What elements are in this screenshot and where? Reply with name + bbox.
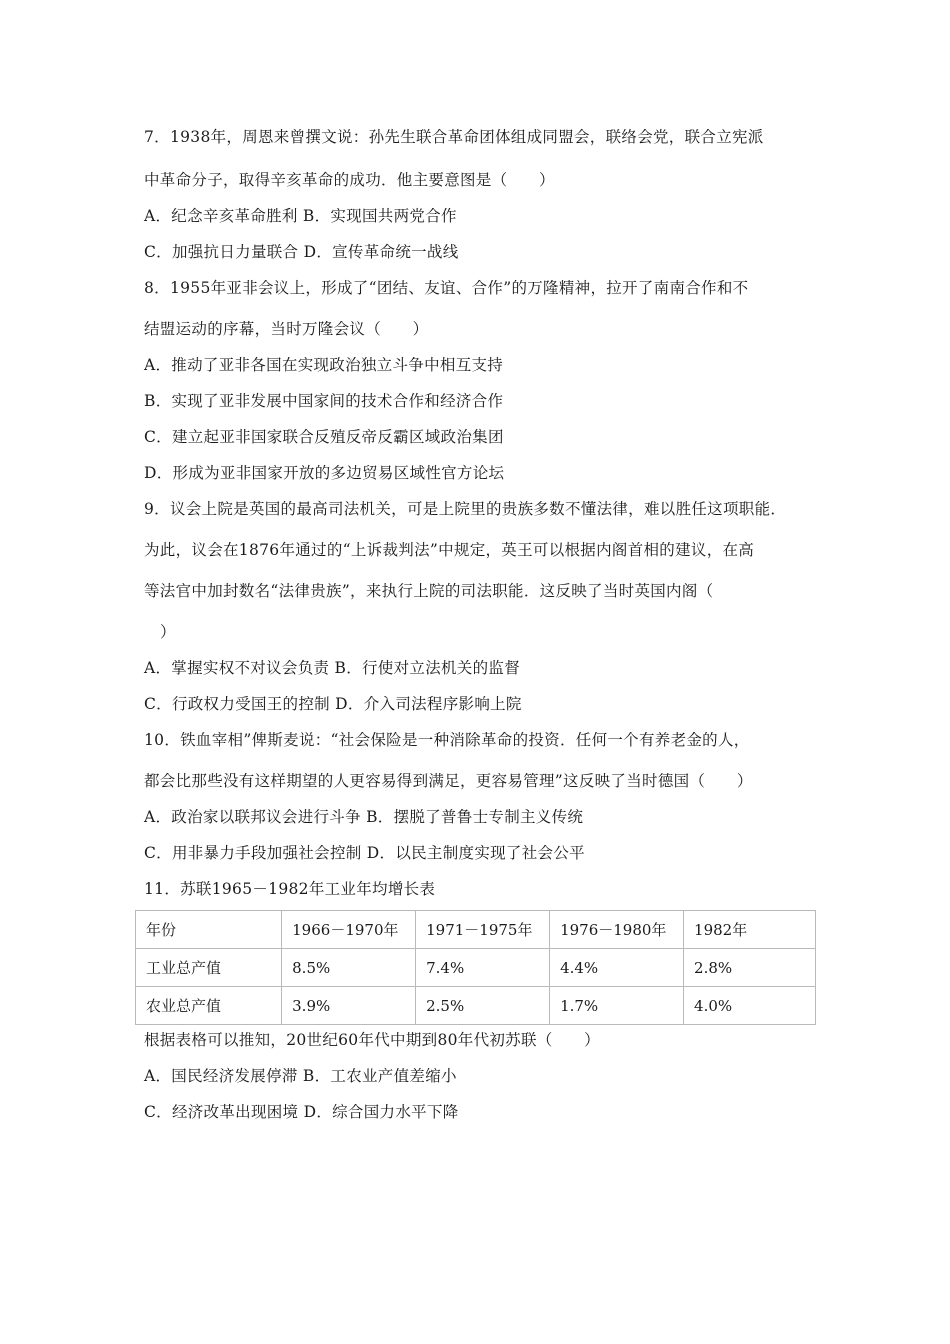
q8-option-d: D．形成为亚非国家开放的多边贸易区域性官方论坛 (144, 464, 505, 482)
q7-stem-line-2: 中革命分子，取得辛亥革命的成功．他主要意图是（ ） (144, 171, 555, 189)
q9-options-line-2: C．行政权力受国王的控制 D．介入司法程序影响上院 (144, 695, 522, 713)
q10-stem-line-2: 都会比那些没有这样期望的人更容易得到满足，更容易管理”这反映了当时德国（ ） (144, 772, 753, 790)
q8-option-a: A．推动了亚非各国在实现政治独立斗争中相互支持 (144, 356, 504, 374)
q11-title: 11．苏联1965－1982年工业年均增长表 (144, 880, 436, 898)
q7-options-line-1: A．纪念辛亥革命胜利 B．实现国共两党合作 (144, 207, 457, 225)
table-row (136, 949, 816, 987)
q9-stem-line-2: 为此，议会在1876年通过的“上诉裁判法”中规定，英王可以根据内阁首相的建议，在高 (144, 541, 755, 559)
table-cell: 农业总产值 (136, 987, 282, 1025)
table-header-cell: 1976－1980年 (550, 911, 684, 949)
q8-option-b: B．实现了亚非发展中国家间的技术合作和经济合作 (144, 392, 504, 410)
q8-stem-line-1: 8．1955年亚非会议上，形成了“团结、友谊、合作”的万隆精神，拉开了南南合作和不 (144, 279, 749, 297)
q9-stem-line-4: ） (160, 623, 176, 641)
q8-stem-line-2: 结盟运动的序幕，当时万隆会议（ ） (144, 320, 429, 338)
table-header-cell: 1971－1975年 (416, 911, 550, 949)
q7-stem-line-1: 7．1938年，周恩来曾撰文说：孙先生联合革命团体组成同盟会，联络会党，联合立宪派 (144, 128, 764, 146)
table-cell: 2.5% (416, 987, 550, 1025)
table-cell: 4.4% (550, 949, 684, 987)
table-header-cell: 1982年 (684, 911, 816, 949)
q10-stem-line-1: 10．铁血宰相”俾斯麦说：“社会保险是一种消除革命的投资．任何一个有养老金的人， (144, 731, 750, 749)
table-header-row (136, 911, 816, 949)
q8-option-c: C．建立起亚非国家联合反殖反帝反霸区域政治集团 (144, 428, 504, 446)
q10-options-line-2: C．用非暴力手段加强社会控制 D．以民主制度实现了社会公平 (144, 844, 585, 862)
table-cell: 8.5% (282, 949, 416, 987)
table-header-cell: 年份 (136, 911, 282, 949)
q11-options-line-1: A．国民经济发展停滞 B．工农业产值差缩小 (144, 1067, 457, 1085)
table-cell: 3.9% (282, 987, 416, 1025)
table-cell: 7.4% (416, 949, 550, 987)
table-cell: 4.0% (684, 987, 816, 1025)
q7-options-line-2: C．加强抗日力量联合 D．宣传革命统一战线 (144, 243, 459, 261)
q9-options-line-1: A．掌握实权不对议会负责 B．行使对立法机关的监督 (144, 659, 521, 677)
table-cell: 1.7% (550, 987, 684, 1025)
q11-stem-after: 根据表格可以推知，20世纪60年代中期到80年代初苏联（ ） (144, 1031, 600, 1049)
q9-stem-line-3: 等法官中加封数名“法律贵族”，来执行上院的司法职能．这反映了当时英国内阁（ (144, 582, 714, 600)
growth-table (135, 910, 816, 1025)
table-cell: 工业总产值 (136, 949, 282, 987)
q11-options-line-2: C．经济改革出现困境 D．综合国力水平下降 (144, 1103, 459, 1121)
table-header-cell: 1966－1970年 (282, 911, 416, 949)
table-cell: 2.8% (684, 949, 816, 987)
table-row (136, 987, 816, 1025)
q10-options-line-1: A．政治家以联邦议会进行斗争 B．摆脱了普鲁士专制主义传统 (144, 808, 584, 826)
q9-stem-line-1: 9．议会上院是英国的最高司法机关，可是上院里的贵族多数不懂法律，难以胜任这项职能． (144, 500, 787, 518)
